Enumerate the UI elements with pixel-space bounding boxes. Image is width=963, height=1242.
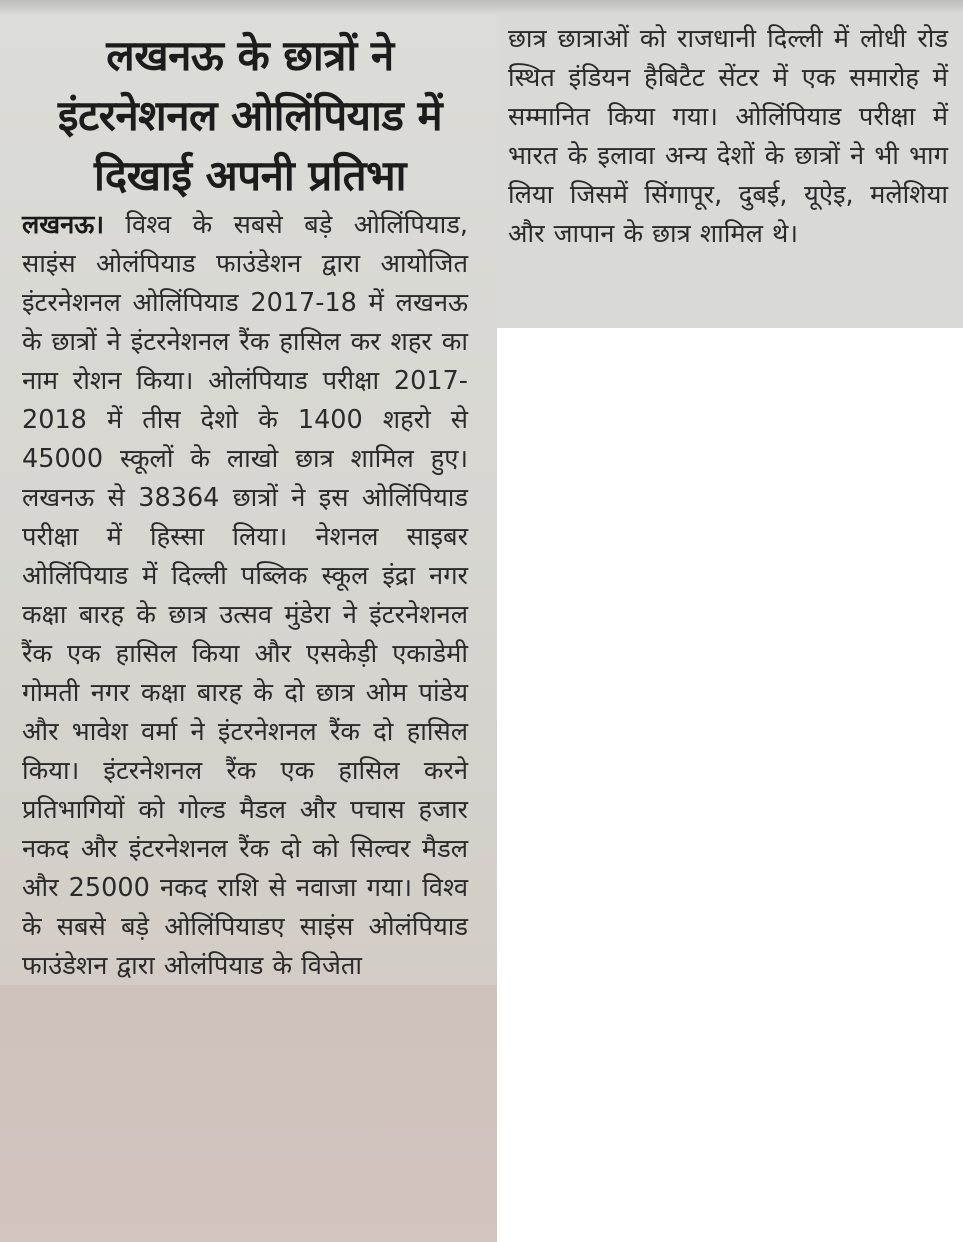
article-dateline: लखनऊ। <box>22 210 104 240</box>
article-body-left-column <box>22 206 468 986</box>
article-headline: लखनऊ के छात्रों ने इंटरनेशनल ओलिंपियाड में दिखाई अपनी प्रतिभा <box>57 31 443 200</box>
top-edge-strip <box>0 0 963 14</box>
article-body-left-text: विश्व के सबसे बड़े ओलिंपियाड, साइंस ओलंपियाड फाउंडेशन द्वारा आयोजित इंटरनेशनल ओलिंपियाड 2017-18 में लखनऊ के छात्रों ने इंटरनेशनल रैंक हासिल कर शहर का नाम रोशन किया। ओलंपियाड परीक्षा 2017-2018 में तीस देशो के 1400 शहरो से 45000 स्कूलों के लाखो छात्र शामिल हुए। लखनऊ से 38364 छात्रों ने इस ओलिंपियाड परीक्षा में हिस्सा लिया। नेशनल साइबर ओलिंपियाड में दिल्ली पब्लिक स्कूल इंद्रा नगर कक्षा बारह के छात्र उत्सव मुंडेरा ने इंटरनेशनल रैंक एक हासिल किया और एसकेड़ी एकाडेमी गोमती नगर कक्षा बारह के दो छात्र ओम पांडेय और भावेश वर्मा ने इंटरनेशनल रैंक दो हासिल किया। इंटरनेशनल रैंक एक हासिल करने प्रतिभागियों को गोल्ड मैडल और पचास हजार नकद और इंटरनेशनल रैंक दो को सिल्वर मैडल और 25000 नकद राशि से नवाजा गया। विश्व के सबसे बड़े ओलिंपियाडए साइंस ओलंपियाड फाउंडेशन द्वारा ओलंपियाड के विजेता <box>22 210 468 981</box>
article-body-right-text: छात्र छात्राओं को राजधानी दिल्ली में लोधी रोड स्थित इंडियन हैबिटैट सेंटर में एक समारोह में सम्मानित किया गया। ओलिंपियाड परीक्षा में भारत के इलावा अन्य देशों के छात्रों ने भी भाग लिया जिसमें सिंगापूर, दुबई, यूऐइ, मलेशिया और जापान के छात्र शामिल थे। <box>508 24 948 249</box>
paper-tint <box>0 985 497 1242</box>
article-body-right-column <box>508 20 948 254</box>
